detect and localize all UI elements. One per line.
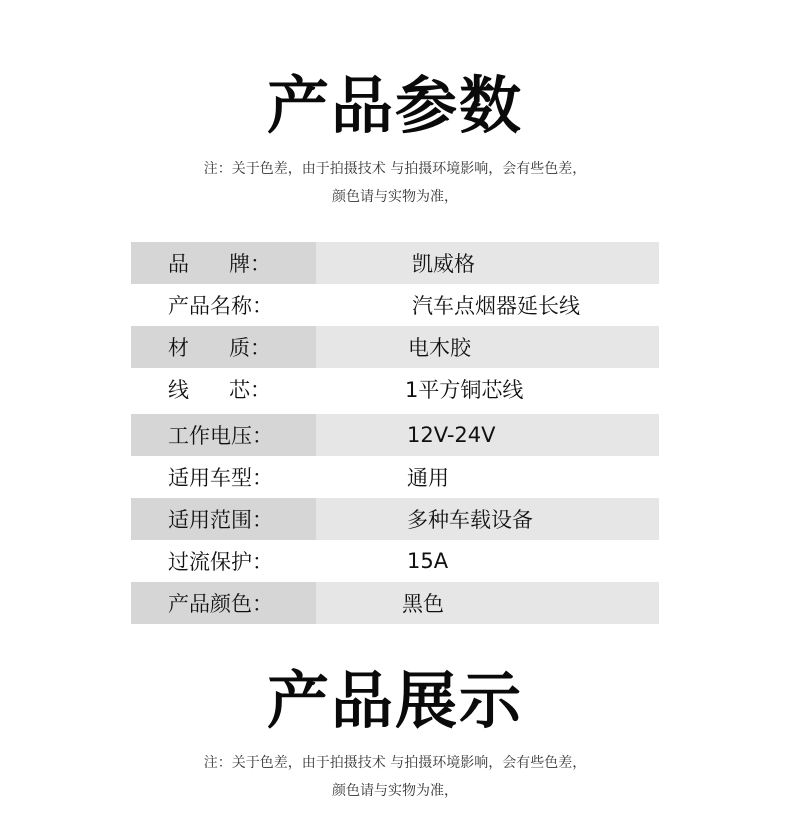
param-label-cell bbox=[131, 242, 316, 284]
param-label: 品 牌： bbox=[168, 252, 272, 276]
param-row-scope bbox=[131, 498, 659, 540]
param-label-cell bbox=[131, 498, 316, 540]
param-label: 工作电压： bbox=[168, 424, 273, 448]
color-disclaimer-note bbox=[0, 155, 790, 211]
param-row-overcurrent bbox=[131, 540, 659, 582]
param-value: 1平方铜芯线 bbox=[405, 378, 524, 402]
param-label: 适用车型： bbox=[168, 466, 273, 490]
color-disclaimer-note bbox=[0, 749, 790, 805]
note-line-1: 注：关于色差，由于拍摄技术 与拍摄环境影响，会有些色差， bbox=[203, 161, 587, 177]
param-value: 12V-24V bbox=[407, 423, 496, 447]
param-label: 过流保护： bbox=[168, 550, 273, 574]
param-label: 适用范围： bbox=[168, 508, 273, 532]
param-row-product-name bbox=[131, 284, 659, 326]
param-value: 电木胶 bbox=[408, 336, 471, 360]
param-label: 线 芯： bbox=[168, 378, 272, 402]
param-value: 黑色 bbox=[402, 592, 444, 616]
param-label-cell bbox=[131, 414, 316, 456]
param-row-voltage bbox=[131, 414, 659, 456]
param-label: 材 质： bbox=[168, 336, 272, 360]
param-label-cell bbox=[131, 582, 316, 624]
param-label-cell bbox=[131, 456, 316, 498]
section-title-params: 产品参数 bbox=[266, 69, 523, 142]
section-title-showcase: 产品展示 bbox=[266, 664, 523, 737]
param-row-vehicle-type bbox=[131, 456, 659, 498]
param-label: 产品颜色： bbox=[168, 592, 273, 616]
param-label-cell bbox=[131, 284, 316, 326]
param-label-cell bbox=[131, 540, 316, 582]
note-line-2: 颜色请与实物为准， bbox=[332, 189, 458, 205]
param-value: 通用 bbox=[407, 466, 449, 490]
param-value: 凯威格 bbox=[412, 252, 475, 276]
param-label: 产品名称： bbox=[168, 294, 273, 318]
parameter-table bbox=[131, 242, 659, 624]
note-line-1: 注：关于色差，由于拍摄技术 与拍摄环境影响，会有些色差， bbox=[203, 755, 587, 771]
param-row-wire-core bbox=[131, 368, 659, 410]
param-value: 15A bbox=[407, 549, 449, 573]
param-row-brand bbox=[131, 242, 659, 284]
note-line-2: 颜色请与实物为准， bbox=[332, 783, 458, 799]
param-label-cell bbox=[131, 326, 316, 368]
param-row-material bbox=[131, 326, 659, 368]
param-row-color bbox=[131, 582, 659, 624]
param-value: 汽车点烟器延长线 bbox=[412, 294, 580, 318]
param-label-cell bbox=[131, 368, 316, 410]
param-value: 多种车载设备 bbox=[407, 508, 533, 532]
